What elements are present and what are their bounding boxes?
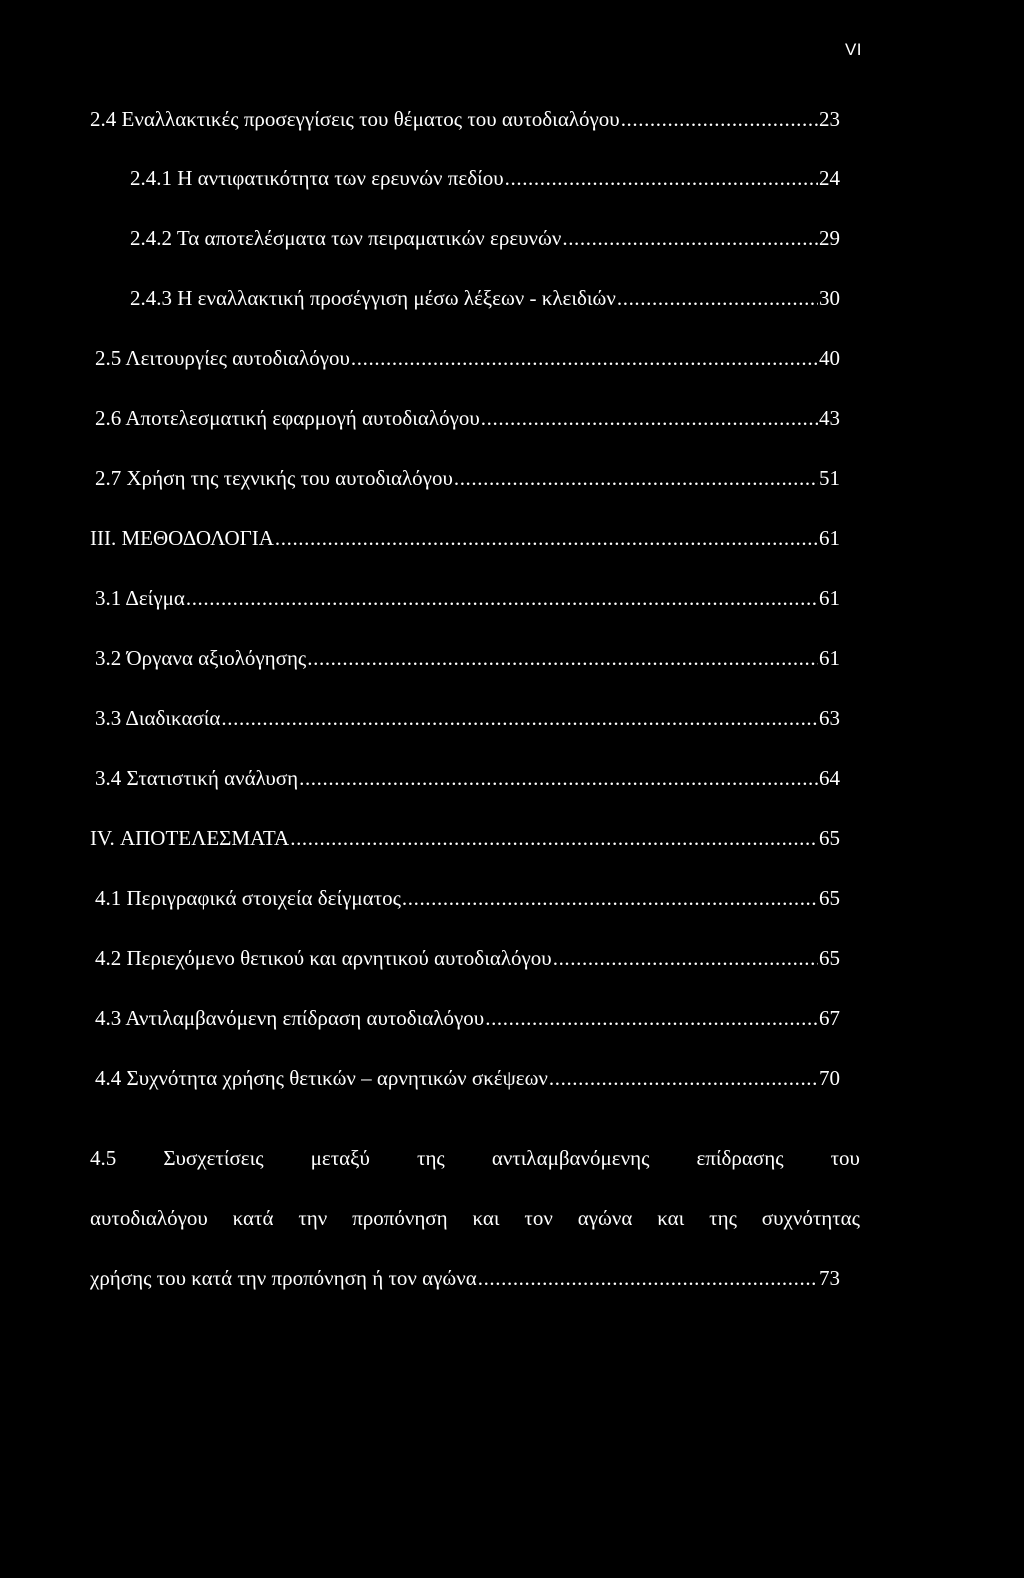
- page-number: VI: [844, 40, 862, 59]
- dot-leader: [485, 1006, 818, 1030]
- toc-entry-page: 65: [819, 946, 840, 970]
- toc-word: μεταξύ: [310, 1146, 370, 1170]
- toc-entry-title: 2.4 Εναλλακτικές προσεγγίσεις του θέματος του αυτοδιαλόγου: [90, 107, 620, 131]
- toc-entry-title: 2.6 Αποτελεσματική εφαρμογή αυτοδιαλόγου: [95, 406, 480, 430]
- dot-leader: [290, 826, 818, 850]
- toc-entry-row: [95, 646, 840, 670]
- toc-entry-row: [95, 406, 840, 430]
- dot-leader: [186, 586, 818, 610]
- toc-entry-title: 2.4.1 Η αντιφατικότητα των ερευνών πεδίου: [130, 166, 504, 190]
- toc-word: της: [417, 1146, 445, 1170]
- toc-entry-page: 61: [819, 586, 840, 610]
- toc-entry-page: 63: [819, 706, 840, 730]
- toc-entry-title: 3.4 Στατιστική ανάλυση: [95, 766, 299, 790]
- toc-entry-row: [95, 1006, 840, 1030]
- dot-leader: [299, 766, 818, 790]
- toc-entry-title: III. ΜΕΘΟΔΟΛΟΓΙΑ: [90, 526, 274, 550]
- dot-leader: [553, 946, 818, 970]
- toc-entry-page: 70: [819, 1066, 840, 1090]
- toc-word: προπόνηση: [352, 1206, 448, 1230]
- toc-entry-page: 30: [819, 286, 840, 310]
- toc-entry-page: 61: [819, 646, 840, 670]
- toc-entry-row: [130, 286, 840, 310]
- dot-leader: [351, 346, 818, 370]
- toc-entry-title: 4.3 Αντιλαμβανόμενη επίδραση αυτοδιαλόγου: [95, 1006, 485, 1030]
- toc-word: της: [709, 1206, 737, 1230]
- toc-entry-title: 3.2 Όργανα αξιολόγησης: [95, 646, 307, 670]
- toc-entry-row: [95, 586, 840, 610]
- toc-entry-page: 43: [819, 406, 840, 430]
- dot-leader: [275, 526, 818, 550]
- toc-entry-page: 73: [819, 1266, 840, 1290]
- toc-entry-row: [95, 706, 840, 730]
- toc-entry-title: 2.4.3 Η εναλλακτική προσέγγιση μέσω λέξεων - κλειδιών: [130, 286, 616, 310]
- toc-entry-title: χρήσης του κατά την προπόνηση ή τον αγώνα: [90, 1266, 477, 1290]
- toc-word: και: [657, 1206, 685, 1230]
- toc-entry-page: 51: [819, 466, 840, 490]
- toc-entry-title: 2.5 Λειτουργίες αυτοδιαλόγου: [95, 346, 350, 370]
- dot-leader: [221, 706, 818, 730]
- dot-leader: [481, 406, 818, 430]
- toc-entry-title: 2.7 Χρήση της τεχνικής του αυτοδιαλόγου: [95, 466, 453, 490]
- dot-leader: [617, 286, 818, 310]
- toc-entry-page: 65: [819, 826, 840, 850]
- dot-leader: [454, 466, 818, 490]
- dot-leader: [505, 166, 818, 190]
- toc-word: του: [830, 1146, 860, 1170]
- toc-entry-title: 3.1 Δείγμα: [95, 586, 185, 610]
- dot-leader: [478, 1266, 818, 1290]
- toc-word: κατά: [232, 1206, 274, 1230]
- toc-entry-page: 24: [819, 166, 840, 190]
- toc-entry-row: [95, 346, 840, 370]
- toc-word: συχνότητας: [761, 1206, 860, 1230]
- toc-entry-4-5-line-2: [90, 1206, 860, 1230]
- toc-entry-title: 4.1 Περιγραφικά στοιχεία δείγματος: [95, 886, 401, 910]
- dot-leader: [562, 226, 818, 250]
- toc-entry-title: 3.3 Διαδικασία: [95, 706, 221, 730]
- toc-word: αντιλαμβανόμενης: [491, 1146, 650, 1170]
- toc-entry-row: [95, 886, 840, 910]
- toc-entry-page: 29: [819, 226, 840, 250]
- toc-word: την: [298, 1206, 328, 1230]
- toc-entry-title: 4.4 Συχνότητα χρήσης θετικών – αρνητικών σκέψεων: [95, 1066, 548, 1090]
- toc-word: Συσχετίσεις: [163, 1146, 264, 1170]
- toc-entry-title: 4.2 Περιεχόμενο θετικού και αρνητικού αυτοδιαλόγου: [95, 946, 552, 970]
- toc-entry-page: 61: [819, 526, 840, 550]
- toc-entry-title: IV. ΑΠΟΤΕΛΕΣΜΑΤΑ: [90, 826, 290, 850]
- dot-leader: [307, 646, 818, 670]
- toc-entry-row: [130, 226, 840, 250]
- toc-entry-4-5-line-3: [90, 1266, 840, 1290]
- toc-entry-row: [95, 466, 840, 490]
- toc-word: αγώνα: [577, 1206, 633, 1230]
- dot-leader: [549, 1066, 818, 1090]
- toc-entry-page: 67: [819, 1006, 840, 1030]
- toc-entry-row: [90, 107, 840, 131]
- toc-word: επίδρασης: [696, 1146, 784, 1170]
- toc-entry-row: [95, 946, 840, 970]
- toc-word: αυτοδιαλόγου: [90, 1206, 208, 1230]
- toc-word: 4.5: [90, 1146, 117, 1170]
- toc-entry-page: 65: [819, 886, 840, 910]
- toc-entry-page: 23: [819, 107, 840, 131]
- toc-word: τον: [524, 1206, 553, 1230]
- toc-entry-4-5-line-1: [90, 1146, 860, 1170]
- toc-entry-row: [95, 766, 840, 790]
- toc-entry-title: 2.4.2 Τα αποτελέσματα των πειραματικών ερευνών: [130, 226, 562, 250]
- dot-leader: [402, 886, 818, 910]
- toc-entry-row: [130, 166, 840, 190]
- toc-entry-page: 64: [819, 766, 840, 790]
- toc-entry-row: [90, 826, 840, 850]
- toc-entry-row: [95, 1066, 840, 1090]
- toc-entry-row: [90, 526, 840, 550]
- toc-word: και: [472, 1206, 500, 1230]
- dot-leader: [621, 107, 818, 131]
- toc-entry-page: 40: [819, 346, 840, 370]
